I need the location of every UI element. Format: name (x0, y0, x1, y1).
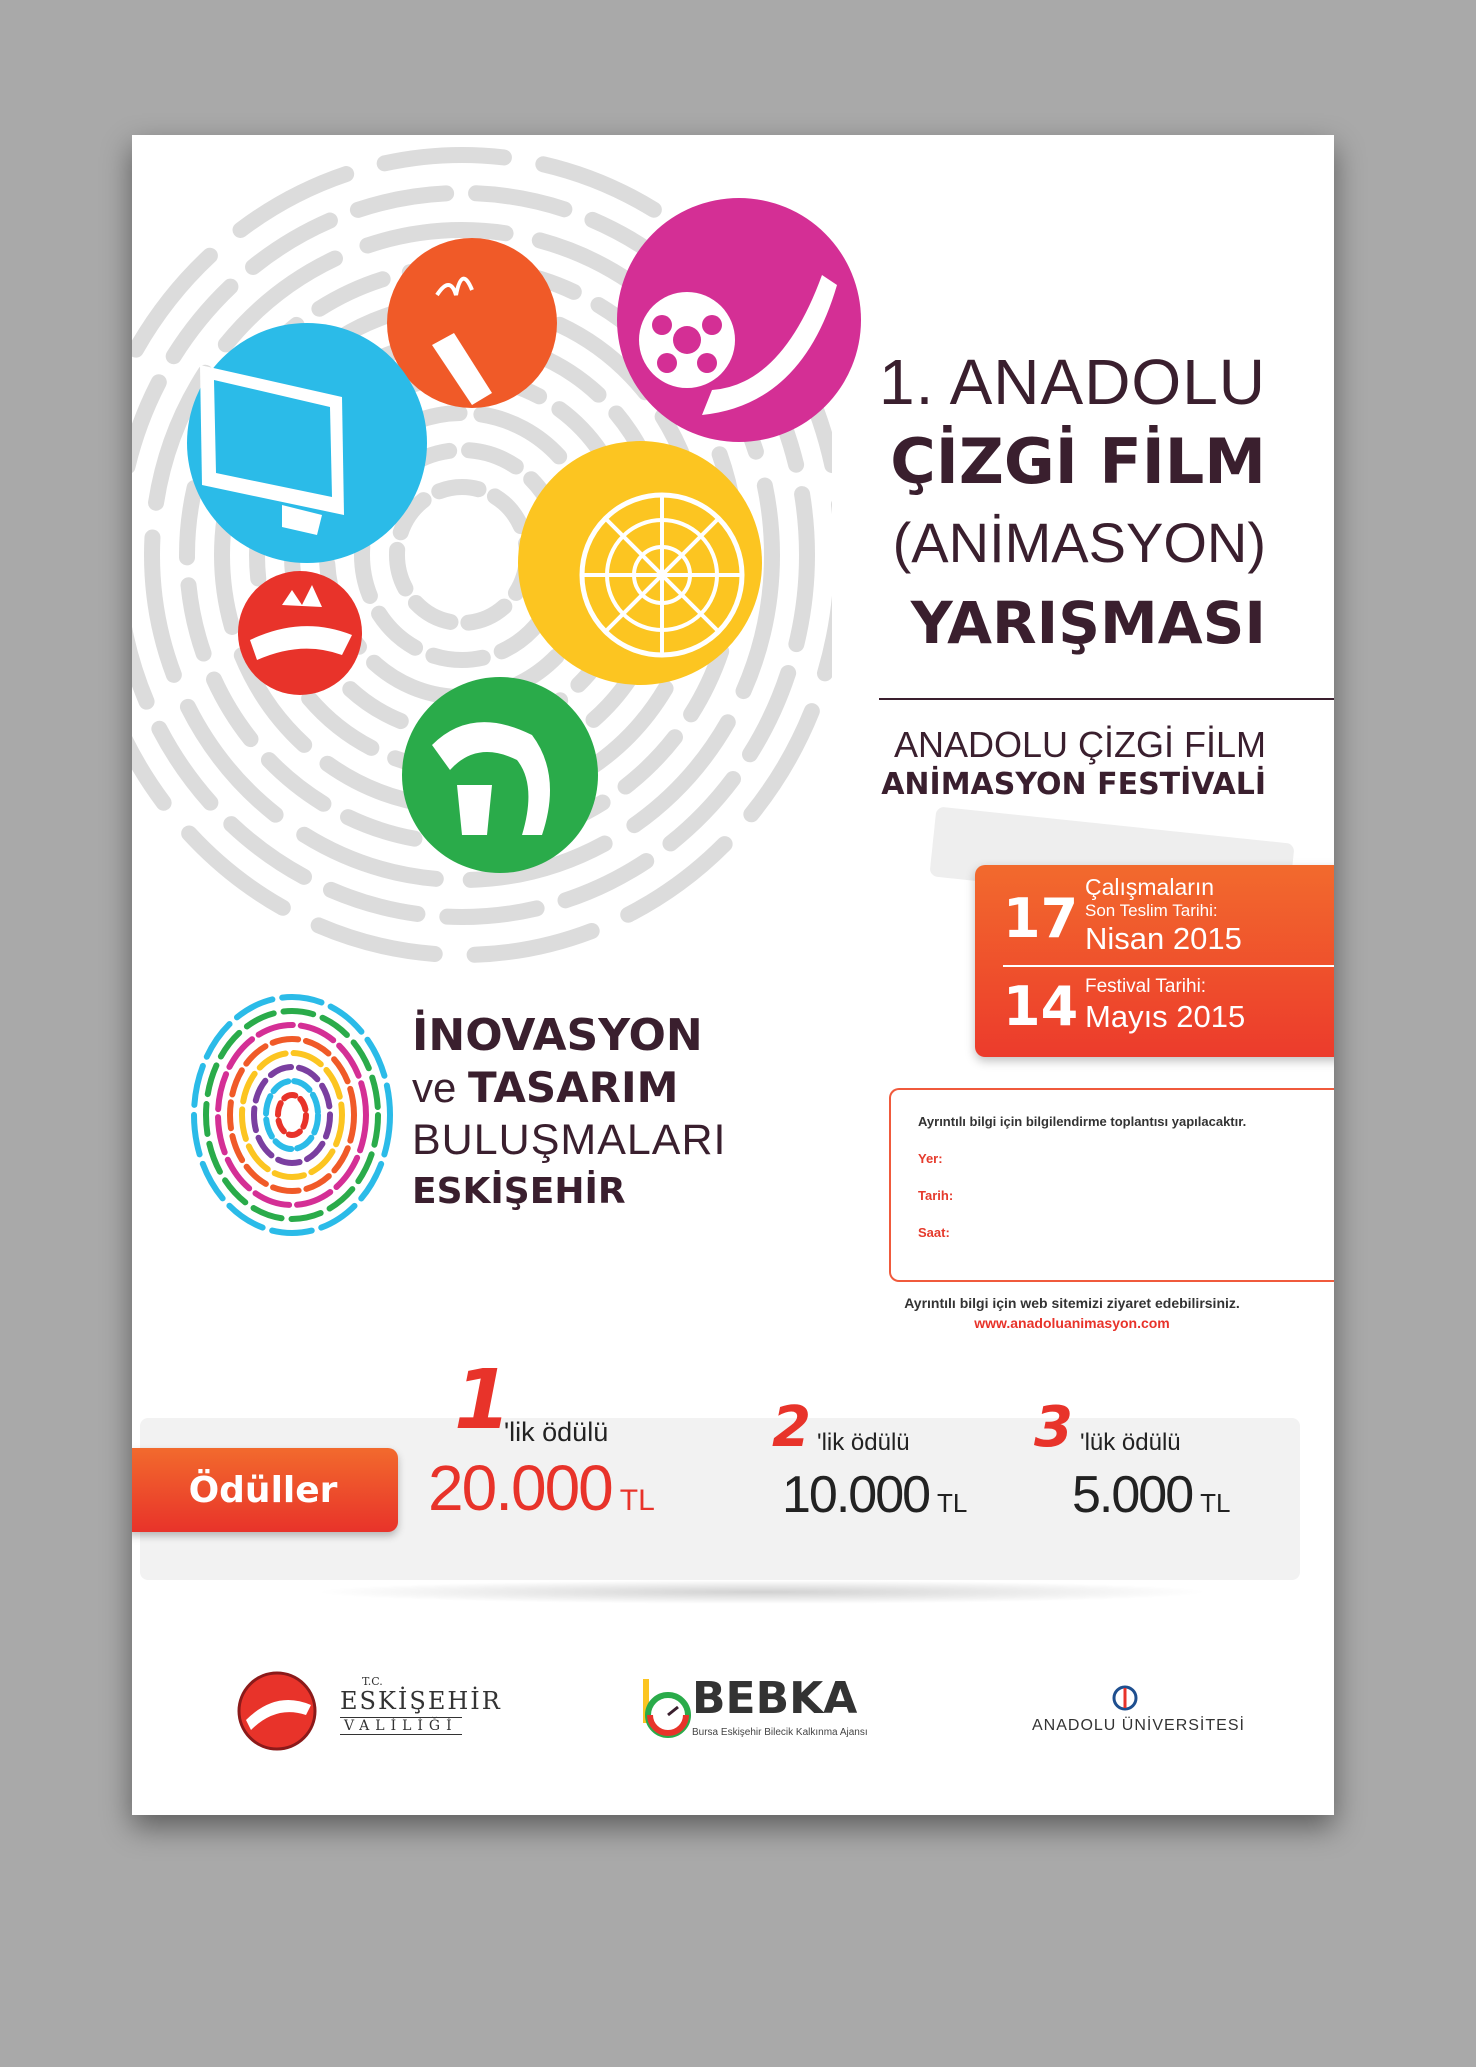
second-prize-value: 10.000 (782, 1466, 930, 1524)
pen-icon (387, 238, 557, 408)
figure-icon (402, 677, 598, 873)
third-prize-rank: 3 (1034, 1395, 1073, 1460)
second-prize-currency: TL (937, 1488, 968, 1518)
festival-day: 14 (1003, 975, 1079, 1038)
third-prize-label: 'lük ödülü (1080, 1429, 1181, 1456)
second-prize-label: 'lik ödülü (817, 1429, 910, 1456)
title-line-2: ÇİZGİ FİLM (890, 425, 1266, 498)
deadline-label-1: Çalışmaların (1085, 874, 1215, 900)
valilik-sub: VALİLİĞİ (340, 1717, 462, 1735)
title-line-4: YARIŞMASI (910, 589, 1266, 657)
time-label: Saat: (918, 1225, 950, 1240)
bebka-logo-icon (638, 1675, 694, 1739)
place-label: Yer: (918, 1151, 943, 1166)
deadline-day: 17 (1003, 887, 1079, 950)
title-line-3: (ANİMASYON) (892, 511, 1266, 574)
first-prize-value: 20.000 (428, 1452, 612, 1524)
bebka-sub: Bursa Eskişehir Bilecik Kalkınma Ajansı (692, 1727, 868, 1738)
info-intro: Ayrıntılı bilgi için bilgilendirme toplantısı yapılacaktır. (918, 1114, 1247, 1129)
first-prize-rank: 1 (454, 1353, 512, 1448)
second-prize-amount (782, 1465, 967, 1525)
third-prize-amount (1072, 1465, 1230, 1525)
inovasyon-ve: ve (412, 1064, 469, 1111)
second-prize-rank: 2 (772, 1395, 811, 1460)
eskisehir-valiligi-logo-icon (236, 1670, 318, 1752)
web-url-link[interactable]: www.anadoluanimasyon.com (974, 1315, 1170, 1331)
title-block (746, 343, 1266, 663)
subtitle-line-2: ANİMASYON FESTİVALİ (881, 767, 1266, 802)
inovasyon-line-2 (412, 1062, 726, 1114)
third-prize-value: 5.000 (1072, 1466, 1193, 1524)
bebka-name: BEBKA (692, 1673, 858, 1724)
festival-month: Mayıs 2015 (1085, 999, 1246, 1034)
first-prize-amount (428, 1451, 655, 1525)
prize-bar-shadow (312, 1580, 1212, 1604)
anadolu-university-logo-icon (1112, 1685, 1138, 1711)
inovasyon-fingerprint-logo (187, 990, 397, 1240)
inovasyon-line-3: BULUŞMALARI (412, 1116, 727, 1164)
title-divider (879, 698, 1334, 700)
deadline-label-2: Son Teslim Tarihi: (1085, 901, 1218, 920)
dates-box (975, 865, 1334, 1057)
first-prize-label: 'lik ödülü (504, 1417, 609, 1447)
valilik-city: ESKİŞEHİR (340, 1687, 502, 1715)
inovasyon-tasarim: TASARIM (468, 1063, 679, 1112)
ship-icon (238, 571, 362, 695)
info-box (889, 1088, 1334, 1282)
date-label: Tarih: (918, 1188, 954, 1203)
first-prize-currency: TL (619, 1484, 655, 1517)
inovasyon-text (412, 1010, 726, 1218)
subtitle-line-1: ANADOLU ÇİZGİ FİLM (893, 724, 1266, 765)
dome-icon (518, 441, 762, 685)
date-divider (1003, 965, 1334, 967)
prizes-tab: Ödüller (132, 1448, 398, 1532)
inovasyon-line-4: ESKİŞEHİR (412, 1171, 626, 1212)
poster (132, 135, 1334, 1815)
subtitle (881, 725, 1266, 805)
university-name: ANADOLU ÜNİVERSİTESİ (1032, 1717, 1245, 1734)
third-prize-currency: TL (1200, 1488, 1231, 1518)
computer-icon (187, 323, 427, 563)
deadline-month: Nisan 2015 (1085, 921, 1242, 956)
festival-label: Festival Tarihi: (1085, 976, 1207, 997)
web-info-text: Ayrıntılı bilgi için web sitemizi ziyaret edebilirsiniz. (904, 1295, 1240, 1311)
title-line-1: 1. ANADOLU (878, 346, 1266, 418)
inovasyon-line-1: İNOVASYON (412, 1010, 703, 1061)
valilik-tc: T.C. (362, 1675, 383, 1688)
